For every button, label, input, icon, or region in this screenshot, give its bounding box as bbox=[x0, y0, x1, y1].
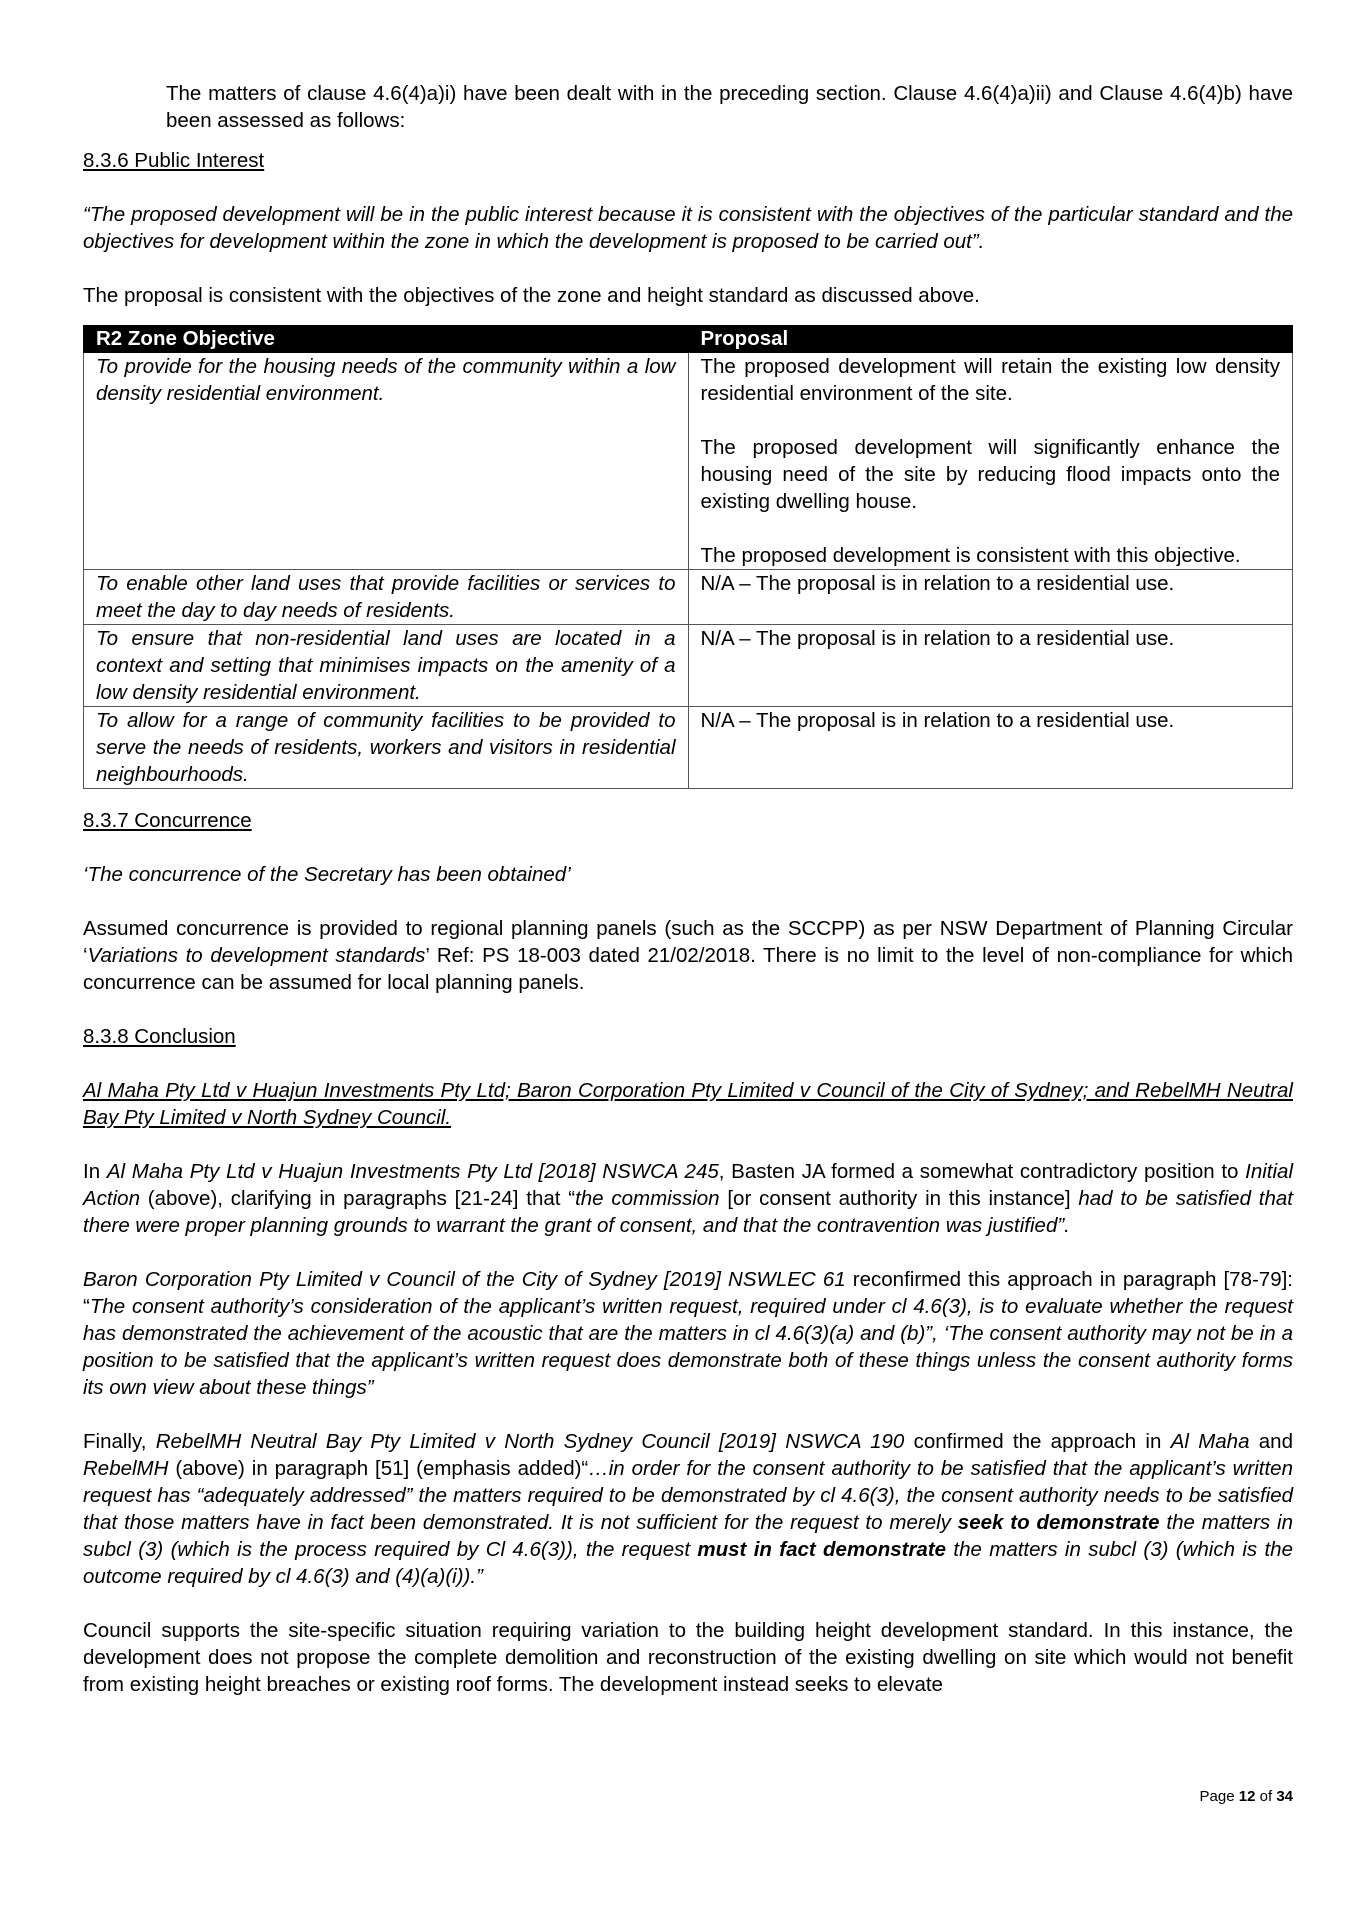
quote-run: …in order for the consent authority to be satisfied that the applicant’s written request has “adequately addressed” the matters required to be demonstrated by cl 4.6(3), the consent authority needs to be satisfied that those matters have in fact been demonstrated. It is not sufficient for the request to merely bbox=[83, 1457, 1293, 1534]
case-citation: Al Maha Pty Ltd v Huajun Investments Pty Ltd [2018] NSWCA 245 bbox=[106, 1160, 719, 1183]
proposal-column-header: Proposal bbox=[688, 326, 1293, 353]
quote-run: had to be satisfied that there were proper planning grounds to warrant the grant of consent, and that the contravention was justified”. bbox=[83, 1187, 1293, 1237]
proposal-cell: N/A – The proposal is in relation to a residential use. bbox=[688, 570, 1293, 625]
text-run: Finally, bbox=[83, 1430, 156, 1453]
text-run: In bbox=[83, 1160, 107, 1183]
objective-cell: To provide for the housing needs of the community within a low density residential environment. bbox=[84, 353, 689, 570]
text-run: (above), clarifying in paragraphs [21-24] that “ bbox=[139, 1187, 576, 1210]
page-number: 12 bbox=[1238, 1788, 1256, 1805]
of-label: of bbox=[1259, 1788, 1273, 1805]
conclusion-paragraph-2 bbox=[83, 1266, 1293, 1401]
objectives-table-header-row bbox=[84, 326, 1293, 353]
conclusion-paragraph-3 bbox=[83, 1428, 1293, 1590]
public-interest-quote-text: “The proposed development will be in the public interest because it is consistent with the objectives of the particular standard and the objectives for development within the zone in which the development is proposed to be carried out”. bbox=[83, 203, 1293, 253]
emphasis-run: seek to demonstrate bbox=[957, 1511, 1160, 1534]
page-total: 34 bbox=[1276, 1788, 1293, 1805]
objective-cell: To enable other land uses that provide facilities or services to meet the day to day needs of residents. bbox=[84, 570, 689, 625]
case-name: RebelMH bbox=[83, 1457, 169, 1480]
public-interest-statement: The proposal is consistent with the objectives of the zone and height standard as discussed above. bbox=[83, 284, 980, 307]
cases-heading-text: Al Maha Pty Ltd v Huajun Investments Pty Ltd; Baron Corporation Pty Limited v Council of the City of Sydney; and RebelMH Neutral Bay Pty Limited v North Sydney Council. bbox=[83, 1079, 1293, 1129]
case-citation: RebelMH Neutral Bay Pty Limited v North Sydney Council [2019] NSWCA 190 bbox=[155, 1430, 905, 1453]
page-label: Page bbox=[1199, 1788, 1235, 1805]
conclusion-paragraph-4: Council supports the site-specific situation requiring variation to the building height development standard. In this instance, the development does not propose the complete demolition and reconstruction of the existing dwelling on site which would not benefit from existing height breaches or existing roof forms. The development instead seeks to elevate bbox=[83, 1619, 1293, 1696]
quote-run: the matters in subcl (3) (which is the process required by Cl 4.6(3)), the request bbox=[83, 1511, 1293, 1561]
proposal-text: The proposed development is consistent with this objective. bbox=[700, 544, 1241, 567]
objectives-table bbox=[83, 325, 1293, 789]
quote-run: The consent authority’s consideration of the applicant’s written request, required under cl 4.6(3), is to evaluate whether the request has demonstrated the achievement of the acoustic that are the matters in cl 4.6(3)(a) and (b)”, ‘The consent authority may not be in a position to be satisfied that the applicant’s written request does demonstrate both of these things unless the consent authority forms its own view about these things” bbox=[83, 1295, 1293, 1399]
quote-run: the commission bbox=[575, 1187, 720, 1210]
proposal-cell: N/A – The proposal is in relation to a residential use. bbox=[688, 625, 1293, 707]
text-run: reconfirmed this approach in paragraph [78-79]: “ bbox=[83, 1268, 1293, 1318]
concurrence-quote bbox=[83, 861, 1293, 888]
proposal-text: The proposed development will significantly enhance the housing need of the site by reducing flood impacts onto the existing dwelling house. bbox=[700, 436, 1280, 513]
objective-column-header: R2 Zone Objective bbox=[84, 326, 689, 353]
quote-run: the matters in subcl (3) (which is the outcome required by cl 4.6(3) and (4)(a)(i)).” bbox=[83, 1538, 1293, 1588]
table-row bbox=[84, 707, 1293, 789]
text-run: and bbox=[1249, 1430, 1293, 1453]
objective-cell: To ensure that non-residential land uses are located in a context and setting that minimises impacts on the amenity of a low density residential environment. bbox=[84, 625, 689, 707]
concurrence-body bbox=[83, 915, 1293, 996]
concurrence-heading: 8.3.7 Concurrence bbox=[83, 809, 252, 832]
conclusion-heading: 8.3.8 Conclusion bbox=[83, 1025, 236, 1048]
document-page bbox=[83, 80, 1293, 1698]
intro-paragraph: The matters of clause 4.6(4)a)i) have been dealt with in the preceding section. Clause 4.6(4)a)ii) and Clause 4.6(4)b) have been assessed as follows: bbox=[166, 82, 1293, 132]
emphasis-run: must in fact demonstrate bbox=[697, 1538, 947, 1561]
table-row bbox=[84, 570, 1293, 625]
text-run: , Basten JA formed a somewhat contradictory position to bbox=[718, 1160, 1246, 1183]
case-name: Al Maha bbox=[1170, 1430, 1250, 1453]
objective-cell: To allow for a range of community facilities to be provided to serve the needs of residents, workers and visitors in residential neighbourhoods. bbox=[84, 707, 689, 789]
proposal-cell: N/A – The proposal is in relation to a residential use. bbox=[688, 707, 1293, 789]
concurrence-body-text: ’ Ref: PS 18-003 dated 21/02/2018. There is no limit to the level of non-compliance for which concurrence can be assumed for local planning panels. bbox=[83, 944, 1293, 994]
page-footer bbox=[1200, 1788, 1293, 1805]
table-row bbox=[84, 625, 1293, 707]
cases-heading bbox=[83, 1077, 1293, 1131]
concurrence-body-text: Assumed concurrence is provided to regional planning panels (such as the SCCPP) as per NSW Department of Planning Circular ‘ bbox=[83, 917, 1293, 967]
case-citation: Baron Corporation Pty Limited v Council of the City of Sydney [2019] NSWLEC 61 bbox=[83, 1268, 846, 1291]
text-run: (above) in paragraph [51] (emphasis added)“ bbox=[168, 1457, 589, 1480]
public-interest-heading: 8.3.6 Public Interest bbox=[83, 149, 265, 172]
text-run: [or consent authority in this instance] bbox=[719, 1187, 1079, 1210]
conclusion-paragraph-1 bbox=[83, 1158, 1293, 1239]
text-run: confirmed the approach in bbox=[904, 1430, 1171, 1453]
proposal-text: The proposed development will retain the existing low density residential environment of the site. bbox=[700, 355, 1280, 405]
public-interest-quote bbox=[83, 201, 1293, 255]
proposal-cell bbox=[688, 353, 1293, 570]
concurrence-quote-text: ‘The concurrence of the Secretary has been obtained’ bbox=[83, 863, 571, 886]
table-row bbox=[84, 353, 1293, 570]
case-name: Initial Action bbox=[83, 1160, 1294, 1210]
circular-title: Variations to development standards bbox=[87, 944, 426, 967]
